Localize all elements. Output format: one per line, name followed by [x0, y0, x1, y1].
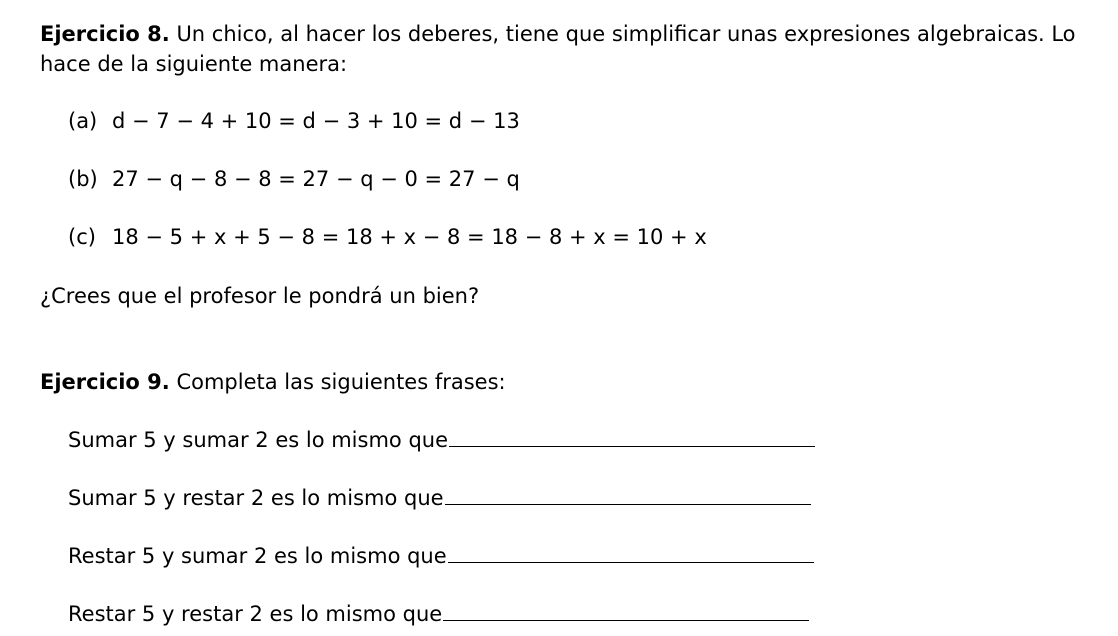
item-expression: 27 − q − 8 − 8 = 27 − q − 0 = 27 − q — [112, 167, 520, 191]
sentence-text: Restar 5 y restar 2 es lo mismo que — [68, 602, 443, 626]
exercise-8-title: Ejercicio 8. — [40, 22, 170, 46]
exercise-9-sentence-4 — [68, 599, 809, 629]
exercise-8-intro-text-1: Un chico, al hacer los deberes, tiene que simplificar unas expresiones algebraicas. Lo — [169, 22, 1076, 46]
exercise-8-item-b — [68, 164, 520, 194]
item-expression: d − 7 − 4 + 10 = d − 3 + 10 = d − 13 — [112, 109, 520, 133]
exercise-8-item-c — [68, 222, 707, 252]
exercise-9-heading — [40, 367, 506, 397]
item-label: (b) — [68, 167, 98, 191]
answer-blank[interactable] — [448, 542, 814, 563]
exercise-8-intro-text-2: hace de la siguiente manera: — [40, 52, 348, 76]
item-label: (c) — [68, 225, 96, 249]
exercise-8-question: ¿Crees que el profesor le pondrá un bien? — [40, 284, 480, 308]
answer-blank[interactable] — [445, 484, 811, 505]
answer-blank[interactable] — [449, 426, 815, 447]
exercise-9-sentence-1 — [68, 425, 815, 455]
answer-blank[interactable] — [443, 600, 809, 621]
sentence-text: Sumar 5 y restar 2 es lo mismo que — [68, 486, 444, 510]
exercise-8-item-a — [68, 106, 520, 136]
exercise-9-title: Ejercicio 9. — [40, 370, 170, 394]
exercise-9-sentence-2 — [68, 483, 811, 513]
exercise-8-intro — [40, 19, 1076, 49]
sentence-text: Sumar 5 y sumar 2 es lo mismo que — [68, 428, 448, 452]
exercise-9-instruction: Completa las siguientes frases: — [169, 370, 506, 394]
exercise-9-sentence-3 — [68, 541, 814, 571]
item-expression: 18 − 5 + x + 5 − 8 = 18 + x − 8 = 18 − 8 + x = 10 + x — [112, 225, 707, 249]
item-label: (a) — [68, 109, 98, 133]
sentence-text: Restar 5 y sumar 2 es lo mismo que — [68, 544, 447, 568]
